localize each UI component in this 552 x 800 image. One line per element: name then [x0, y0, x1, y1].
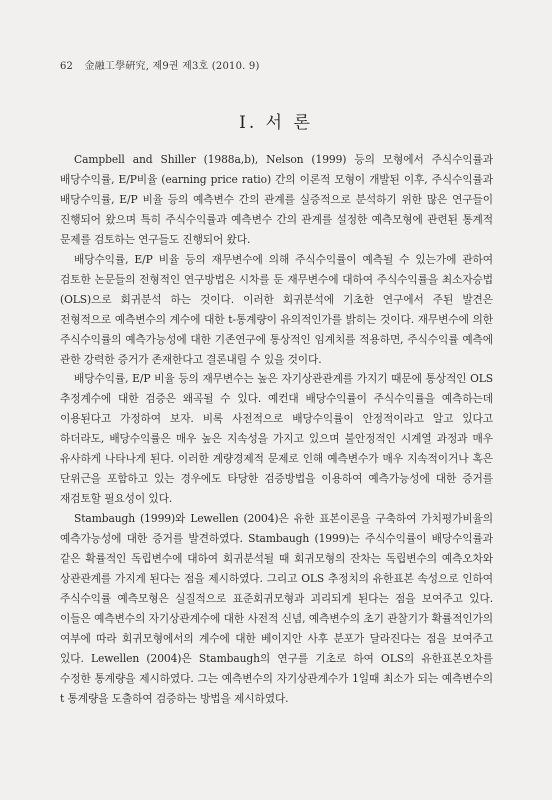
section-title: Ⅰ. 서 론	[239, 113, 313, 133]
running-header	[60, 57, 260, 72]
paragraph-3: 배당수익률, E/P 비율 등의 재무변수는 높은 자기상관관계를 가지기 때문에 통상적인 OLS 추정계수에 대한 검증은 왜곡될 수 있다. 예컨대 배당수익률이 주식수익률을 예측하는데 이용된다고 가정하여 보자. 비록 사전적으로 배당수익률이 안정적이라고 알고 있다고 하더라도, 배당수익률은 매우 높은 지속성을 가지고 있으며 불안정적인 시계열 과정과 매우 유사하게 나타나게 된다. 이러한 계량경제적 문제로 인해 예측변수가 매우 지속적이거나 혹은 단위근을 포함하고 있는 경우에도 타당한 검증방법을 이용하여 예측가능성에 대한 증거를 재검토할 필요성이 있다.	[60, 372, 493, 506]
journal-citation: 金融工學硏究, 제9권 제3호 (2010. 9)	[84, 61, 260, 72]
paragraph-1: Campbell and Shiller (1988a,b), Nelson (1999) 등의 모형에서 주식수익률과 배당수익률, E/P비율 (earning price ratio) 간의 이론적 모형이 개발된 이후, 주식수익률과 배당수익률, E/P 비율 등의 예측변수 간의 관계를 실증적으로 분석하기 위한 많은 연구들이 진행되어 왔으며 특히 주식수익률과 예측변수 간의 관계를 설정한 예측모형에 관련된 통계적 문제를 검토하는 연구들도 진행되어 왔다.	[60, 153, 493, 246]
page-number: 62	[60, 61, 74, 72]
body-text	[60, 150, 493, 709]
paragraph-4: Stambaugh (1999)와 Lewellen (2004)은 유한 표본이론을 구축하여 가치평가비율의 예측가능성에 대한 증거를 발견하였다. Stambaugh (1999)는 주식수익률이 배당수익률과 같은 확률적인 독립변수에 대하여 회귀분석될 때 회귀모형의 잔차는 독립변수의 예측오차와 상관관계를 가지게 된다는 점을 제시하였다. 그리고 OLS 추정치의 유한표본 속성으로 인하여 주식수익률 예측모형은 실질적으로 표준회귀모형과 괴리되게 된다는 점을 보여주고 있다. 이들은 예측변수의 자기상관계수에 대한 사전적 신념, 예측변수의 초기 관찰기가 확률적인가의 여부에 따라 회귀모형에서의 계수에 대한 베이지안 사후 분포가 달라진다는 점을 보여주고 있다. Lewellen (2004)은 Stambaugh의 연구를 기초로 하여 OLS의 유한표본오차를 수정한 통계량을 제시하였다. 그는 예측변수의 자기상관계수가 1일때 최소가 되는 예측변수의 t 통계량을 도출하여 검증하는 방법을 제시하였다.	[60, 512, 493, 705]
paragraph-2: 배당수익률, E/P 비율 등의 재무변수에 의해 주식수익률이 예측될 수 있는가에 관하여 검토한 논문들의 전형적인 연구방법은 시차를 둔 재무변수에 대하여 주식수익률을 최소자승법(OLS)으로 회귀분석 하는 것이다. 이러한 회귀분석에 기초한 연구에서 주된 발견은 전형적으로 예측변수의 계수에 대한 t-통계량이 유의적인가를 밝히는 것이다. 재무변수에 의한 주식수익률의 예측가능성에 대한 기존연구에 통상적인 임계치를 적용하면, 주식수익률 예측에 관한 강력한 증거가 존재한다고 결론내릴 수 있을 것이다.	[60, 252, 493, 366]
